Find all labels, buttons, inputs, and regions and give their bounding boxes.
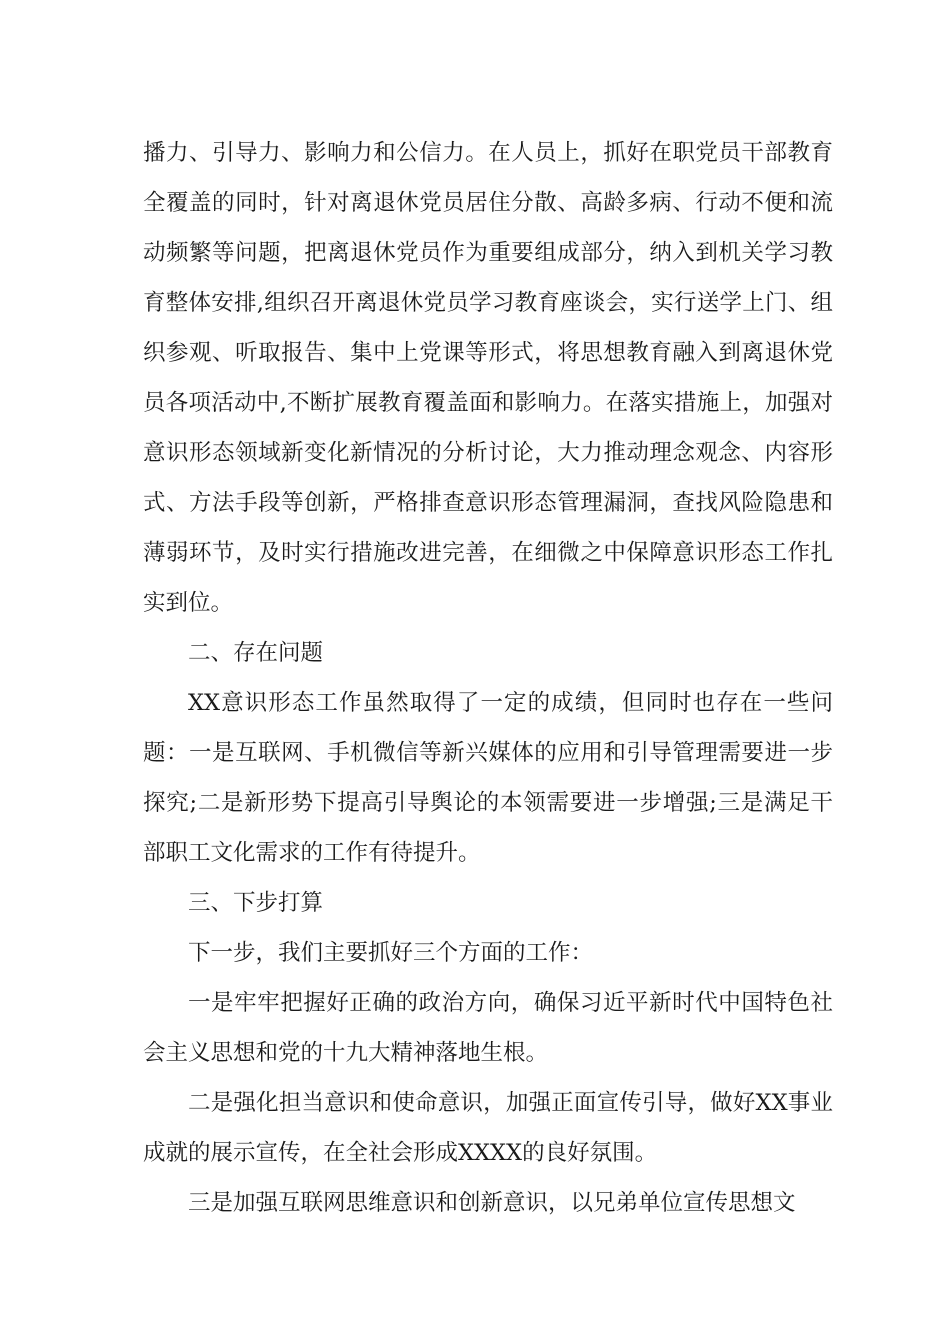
section-heading-problems: 二、存在问题 (188, 640, 324, 666)
body-paragraph-item-1: 一是牢牢把握好正确的政治方向，确保习近平新时代中国特色社会主义思想和党的十九大精神落地生根。 (143, 990, 833, 1066)
section-heading-next-steps: 三、下步打算 (188, 890, 324, 916)
body-paragraph-continued: 播力、引导力、影响力和公信力。在人员上，抓好在职党员干部教育全覆盖的同时，针对离退休党员居住分散、高龄多病、行动不便和流动频繁等问题，把离退休党员作为重要组成部分，纳入到机关学习教育整体安排,组织召开离退休党员学习教育座谈会，实行送学上门、组织参观、听取报告、集中上党课等形式，将思想教育融入到离退休党员各项活动中,不断扩展教育覆盖面和影响力。在落实措施上，加强对意识形态领域新变化新情况的分析讨论，大力推动理念观念、内容形式、方法手段等创新，严格排查意识形态管理漏洞，查找风险隐患和薄弱环节，及时实行措施改进完善，在细微之中保障意识形态工作扎实到位。 (143, 140, 833, 616)
body-paragraph-item-3: 三是加强互联网思维意识和创新意识，以兄弟单位宣传思想文 (188, 1190, 796, 1216)
document-body (143, 128, 833, 1228)
body-paragraph-intro: 下一步，我们主要抓好三个方面的工作： (188, 940, 594, 966)
body-paragraph-problems: XX意识形态工作虽然取得了一定的成绩，但同时也存在一些问题：一是互联网、手机微信等新兴媒体的应用和引导管理需要进一步探究;二是新形势下提高引导舆论的本领需要进一步增强;三是满足干部职工文化需求的工作有待提升。 (143, 690, 833, 866)
body-paragraph-item-2: 二是强化担当意识和使命意识，加强正面宣传引导，做好XX事业成就的展示宣传，在全社会形成XXXX的良好氛围。 (143, 1090, 833, 1166)
